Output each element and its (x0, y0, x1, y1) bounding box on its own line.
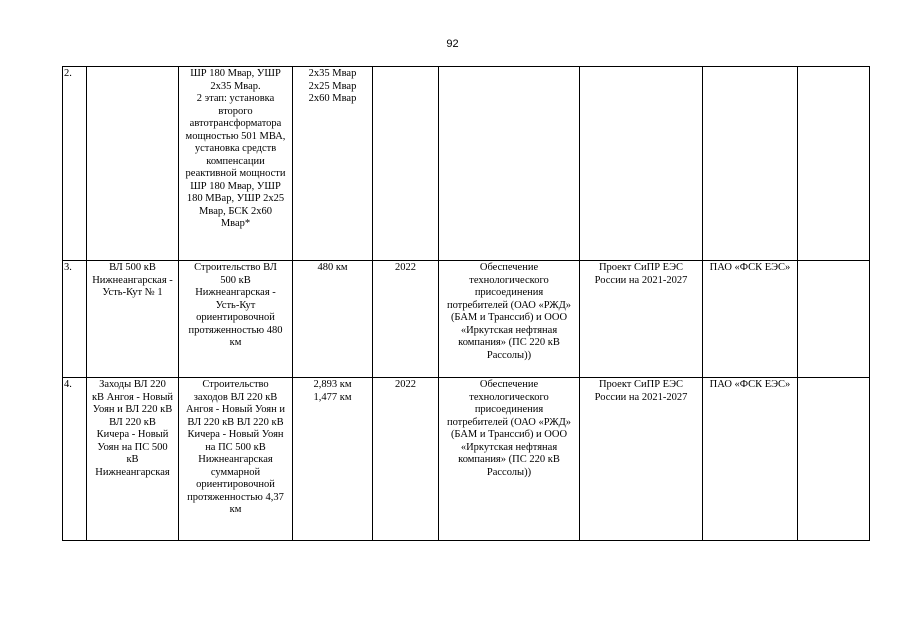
capacity-cell: 2х35 Мвар 2х25 Мвар 2х60 Мвар (293, 67, 373, 261)
organization-cell: ПАО «ФСК ЕЭС» (703, 261, 798, 378)
table-row (63, 378, 870, 541)
basis-cell: Проект СиПР ЕЭС России на 2021-2027 (580, 261, 703, 378)
table-row (63, 67, 870, 261)
organization-cell: ПАО «ФСК ЕЭС» (703, 378, 798, 541)
basis-cell: Проект СиПР ЕЭС России на 2021-2027 (580, 378, 703, 541)
row-number: 4. (63, 378, 87, 541)
row-number: 2. (63, 67, 87, 261)
year-cell: 2022 (373, 378, 439, 541)
work-description-cell: Строительство заходов ВЛ 220 кВ Ангоя - Новый Уоян и ВЛ 220 кВ ВЛ 220 кВ Кичера - Новый Уоян на ПС 500 кВ Нижнеангарская суммарной ориентировочной протяженностью 4,37 км (179, 378, 293, 541)
object-name-cell: Заходы ВЛ 220 кВ Ангоя - Новый Уоян и ВЛ 220 кВ ВЛ 220 кВ Кичера - Новый Уоян на ПС 500 кВ Нижнеангарская (87, 378, 179, 541)
purpose-cell: Обеспечение технологического присоединения потребителей (ОАО «РЖД» (БАМ и Транссиб) и ООО «Иркутская нефтяная компания» (ПС 220 кВ Рассолы)) (439, 378, 580, 541)
row-number: 3. (63, 261, 87, 378)
object-name-cell (87, 67, 179, 261)
capacity-cell: 2,893 км 1,477 км (293, 378, 373, 541)
investment-table (62, 66, 870, 541)
basis-cell (580, 67, 703, 261)
purpose-cell: Обеспечение технологического присоединения потребителей (ОАО «РЖД» (БАМ и Транссиб) и ООО «Иркутская нефтяная компания» (ПС 220 кВ Рассолы)) (439, 261, 580, 378)
table-row (63, 261, 870, 378)
work-description-cell: Строительство ВЛ 500 кВ Нижнеангарская - Усть-Кут ориентировочной протяженностью 480 км (179, 261, 293, 378)
extra-cell (798, 378, 870, 541)
extra-cell (798, 67, 870, 261)
page-number: 92 (446, 38, 459, 50)
extra-cell (798, 261, 870, 378)
capacity-cell: 480 км (293, 261, 373, 378)
object-name-cell: ВЛ 500 кВ Нижнеангарская - Усть-Кут № 1 (87, 261, 179, 378)
organization-cell (703, 67, 798, 261)
purpose-cell (439, 67, 580, 261)
work-description-cell: ШР 180 Мвар, УШР 2х35 Мвар. 2 этап: установка второго автотрансформатора мощностью 501 МВА, установка средств компенсации реактивной мощности ШР 180 Мвар, УШР 180 МВар, УШР 2х25 Мвар, БСК 2х60 Мвар* (179, 67, 293, 261)
year-cell (373, 67, 439, 261)
year-cell: 2022 (373, 261, 439, 378)
